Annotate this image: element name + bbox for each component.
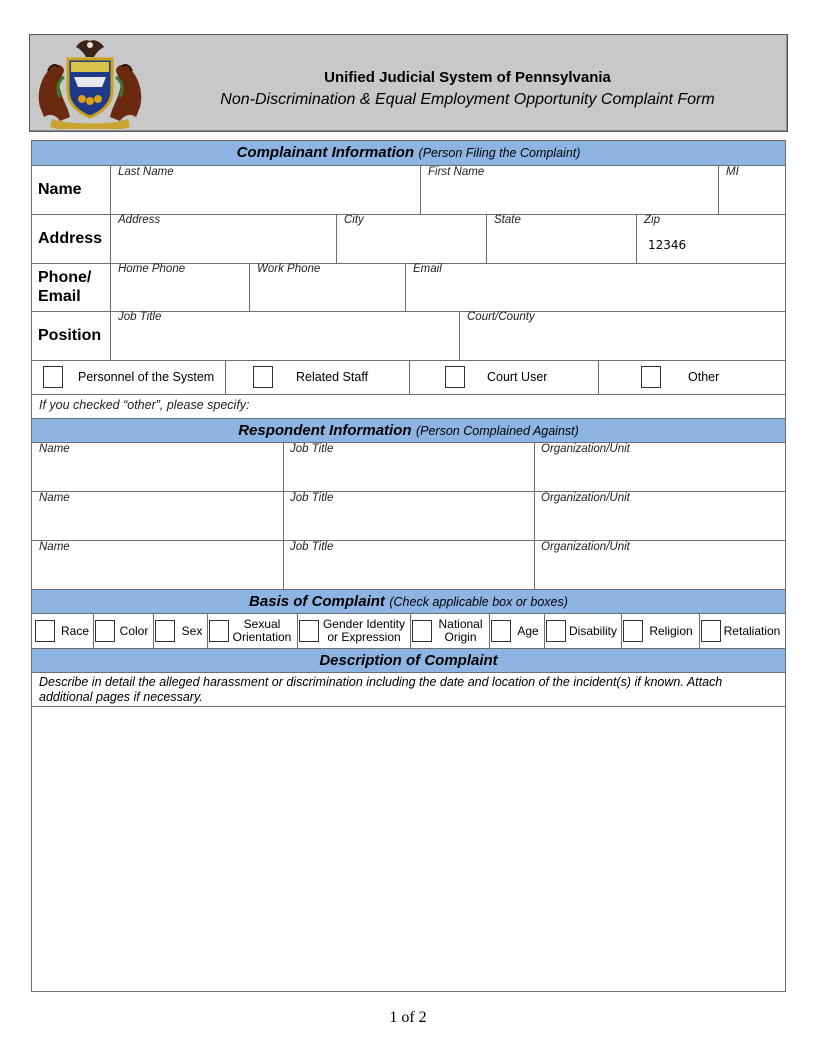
mi-label: MI (726, 166, 739, 178)
respondent-name-label: Name (39, 541, 70, 553)
national-origin-checkbox[interactable] (412, 620, 432, 642)
sex-label: Sex (181, 624, 203, 638)
pennsylvania-coat-of-arms-icon (34, 37, 146, 129)
city-label: City (344, 214, 364, 226)
race-checkbox[interactable] (35, 620, 55, 642)
zip-label: Zip (644, 214, 660, 226)
respondent-job-title-label: Job Title (290, 443, 334, 455)
national-origin-label: National Origin (438, 617, 483, 644)
respondent-org-label: Organization/Unit (541, 443, 630, 455)
first-name-field[interactable] (421, 180, 717, 213)
address-row-label: Address (38, 230, 103, 247)
home-phone-field[interactable] (111, 277, 248, 310)
phone-email-row-label: Phone/ Email (38, 269, 92, 305)
complaint-form (31, 140, 786, 992)
other-label: Other (688, 370, 720, 384)
work-phone-field[interactable] (250, 277, 404, 310)
work-phone-label: Work Phone (257, 263, 321, 275)
respondent-job-title-label: Job Title (290, 541, 334, 553)
organization-title: Unified Judicial System of Pennsylvania (324, 69, 611, 86)
form-header (29, 34, 788, 132)
other-checkbox[interactable] (641, 366, 661, 388)
basis-section-header (32, 589, 785, 614)
email-field[interactable] (406, 277, 784, 310)
complainant-section-header (32, 141, 785, 166)
last-name-label: Last Name (118, 166, 174, 178)
respondent-job-title-label: Job Title (290, 492, 334, 504)
court-county-label: Court/County (467, 311, 535, 323)
retaliation-checkbox[interactable] (701, 620, 721, 642)
job-title-label: Job Title (118, 311, 162, 323)
respondent-1-name-field[interactable] (32, 457, 282, 490)
last-name-field[interactable] (111, 180, 419, 213)
mi-field[interactable] (719, 180, 784, 213)
city-field[interactable] (337, 229, 485, 262)
color-label: Color (119, 624, 149, 638)
religion-checkbox[interactable] (623, 620, 643, 642)
sexual-orientation-label: Sexual Orientation (232, 617, 292, 644)
section-subtitle: (Person Complained Against) (415, 424, 579, 438)
description-textarea[interactable] (32, 707, 785, 991)
section-title: Basis of Complaint (249, 593, 385, 610)
form-title: Non-Discrimination & Equal Employment Opportunity Complaint Form (220, 91, 715, 108)
email-label: Email (413, 263, 442, 275)
related-staff-label: Related Staff (296, 370, 369, 384)
section-title: Respondent Information (238, 422, 412, 439)
court-user-checkbox[interactable] (445, 366, 465, 388)
related-staff-checkbox[interactable] (253, 366, 273, 388)
state-field[interactable] (487, 229, 635, 262)
first-name-label: First Name (428, 166, 485, 178)
respondent-1-org-field[interactable] (535, 457, 784, 490)
respondent-org-label: Organization/Unit (541, 492, 630, 504)
position-row-label: Position (38, 327, 102, 344)
name-row-label: Name (38, 181, 82, 198)
court-user-label: Court User (487, 370, 548, 384)
respondent-name-label: Name (39, 492, 70, 504)
section-title: Complainant Information (236, 144, 415, 161)
description-instructions: Describe in detail the alleged harassment or discrimination including the date and location of the incident(s) if known. Attach additional pages if necessary. (39, 675, 723, 704)
zip-field[interactable]: 12346 (648, 238, 687, 252)
respondent-2-job-title-field[interactable] (284, 506, 533, 539)
address-field[interactable] (111, 229, 335, 262)
religion-label: Religion (649, 624, 693, 638)
respondent-3-org-field[interactable] (535, 555, 784, 588)
race-label: Race (60, 624, 89, 638)
gender-identity-label: Gender Identity or Expression (322, 617, 406, 644)
section-title: Description of Complaint (319, 652, 498, 669)
respondent-section-header (32, 418, 785, 443)
respondent-2-name-field[interactable] (32, 506, 282, 539)
respondent-org-label: Organization/Unit (541, 541, 630, 553)
color-checkbox[interactable] (95, 620, 115, 642)
personnel-of-system-checkbox[interactable] (43, 366, 63, 388)
respondent-2-org-field[interactable] (535, 506, 784, 539)
description-section-header (32, 648, 785, 673)
gender-identity-checkbox[interactable] (299, 620, 319, 642)
respondent-3-name-field[interactable] (32, 555, 282, 588)
other-specify-label: If you checked “other”, please specify: (39, 398, 250, 412)
section-subtitle: (Check applicable box or boxes) (389, 595, 568, 609)
retaliation-label: Retaliation (723, 624, 781, 638)
respondent-1-job-title-field[interactable] (284, 457, 533, 490)
address-label: Address (118, 214, 161, 226)
disability-label: Disability (568, 624, 617, 638)
sex-checkbox[interactable] (155, 620, 175, 642)
page-number: 1 of 2 (389, 1009, 427, 1026)
section-subtitle: (Person Filing the Complaint) (418, 146, 581, 160)
court-county-field[interactable] (460, 325, 784, 359)
job-title-field[interactable] (111, 325, 458, 359)
respondent-name-label: Name (39, 443, 70, 455)
sexual-orientation-checkbox[interactable] (209, 620, 229, 642)
personnel-of-system-label: Personnel of the System (78, 370, 215, 384)
age-label: Age (517, 624, 539, 638)
state-label: State (494, 214, 521, 226)
other-specify-field[interactable] (272, 395, 784, 417)
age-checkbox[interactable] (491, 620, 511, 642)
home-phone-label: Home Phone (118, 263, 186, 275)
disability-checkbox[interactable] (546, 620, 566, 642)
respondent-3-job-title-field[interactable] (284, 555, 533, 588)
